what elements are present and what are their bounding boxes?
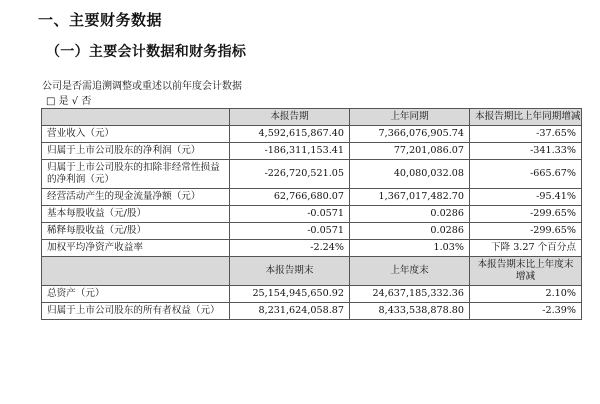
table-header-row [42, 109, 582, 126]
table-row [42, 240, 582, 257]
row-label: 总资产（元） [42, 286, 230, 303]
header-cell-change: 本报告期比上年同期增减 [470, 109, 582, 126]
cell-change: -37.65% [470, 126, 582, 143]
cell-period-end: 8,231,624,058.87 [230, 303, 350, 320]
table-row [42, 160, 582, 189]
header-cell-period-end: 本报告期末 [230, 257, 350, 286]
cell-change: 2.10% [470, 286, 582, 303]
table-header-row [42, 257, 582, 286]
cell-change: -665.67% [470, 160, 582, 189]
header-cell-change: 本报告期末比上年度末增减 [470, 257, 582, 286]
cell-prior: 77,201,086.07 [350, 143, 470, 160]
cell-prior: 40,080,032.08 [350, 160, 470, 189]
cell-change: 下降 3.27 个百分点 [470, 240, 582, 257]
table-row [42, 206, 582, 223]
row-label: 加权平均净资产收益率 [42, 240, 230, 257]
table-row [42, 286, 582, 303]
retro-adjust-choice: □ 是 √ 否 [46, 96, 92, 107]
row-label: 稀释每股收益（元/股） [42, 223, 230, 240]
cell-change: -2.39% [470, 303, 582, 320]
row-label: 归属于上市公司股东的净利润（元） [42, 143, 230, 160]
cell-current: -186,311,153.41 [230, 143, 350, 160]
financial-indicators-table [41, 108, 582, 320]
table-row [42, 189, 582, 206]
cell-current: -2.24% [230, 240, 350, 257]
cell-prior: 0.0286 [350, 206, 470, 223]
cell-current: 62,766,680.07 [230, 189, 350, 206]
header-cell-label [42, 257, 230, 286]
cell-change: -299.65% [470, 223, 582, 240]
cell-change: -95.41% [470, 189, 582, 206]
table-row [42, 143, 582, 160]
row-label: 基本每股收益（元/股） [42, 206, 230, 223]
cell-current: 4,592,615,867.40 [230, 126, 350, 143]
table-row [42, 223, 582, 240]
cell-current: -0.0571 [230, 223, 350, 240]
cell-prior: 0.0286 [350, 223, 470, 240]
cell-prior-year-end: 8,433,538,878.80 [350, 303, 470, 320]
row-label: 归属于上市公司股东的扣除非经常性损益的净利润（元） [42, 160, 230, 189]
cell-change: -341.33% [470, 143, 582, 160]
cell-period-end: 25,154,945,650.92 [230, 286, 350, 303]
row-label: 经营活动产生的现金流量净额（元） [42, 189, 230, 206]
row-label: 归属于上市公司股东的所有者权益（元） [42, 303, 230, 320]
header-cell-current-period: 本报告期 [230, 109, 350, 126]
header-cell-label [42, 109, 230, 126]
header-cell-prior-period: 上年同期 [350, 109, 470, 126]
section-title: 一、主要财务数据 [38, 11, 163, 29]
table-row [42, 126, 582, 143]
subsection-title: （一）主要会计数据和财务指标 [46, 44, 247, 60]
row-label: 营业收入（元） [42, 126, 230, 143]
cell-change: -299.65% [470, 206, 582, 223]
cell-current: -0.0571 [230, 206, 350, 223]
retro-adjust-question: 公司是否需追溯调整或重述以前年度会计数据 [42, 81, 242, 92]
header-cell-prior-year-end: 上年度末 [350, 257, 470, 286]
cell-prior: 7,366,076,905.74 [350, 126, 470, 143]
cell-current: -226,720,521.05 [230, 160, 350, 189]
cell-prior-year-end: 24,637,185,332.36 [350, 286, 470, 303]
cell-prior: 1,367,017,482.70 [350, 189, 470, 206]
cell-prior: 1.03% [350, 240, 470, 257]
table-row [42, 303, 582, 320]
